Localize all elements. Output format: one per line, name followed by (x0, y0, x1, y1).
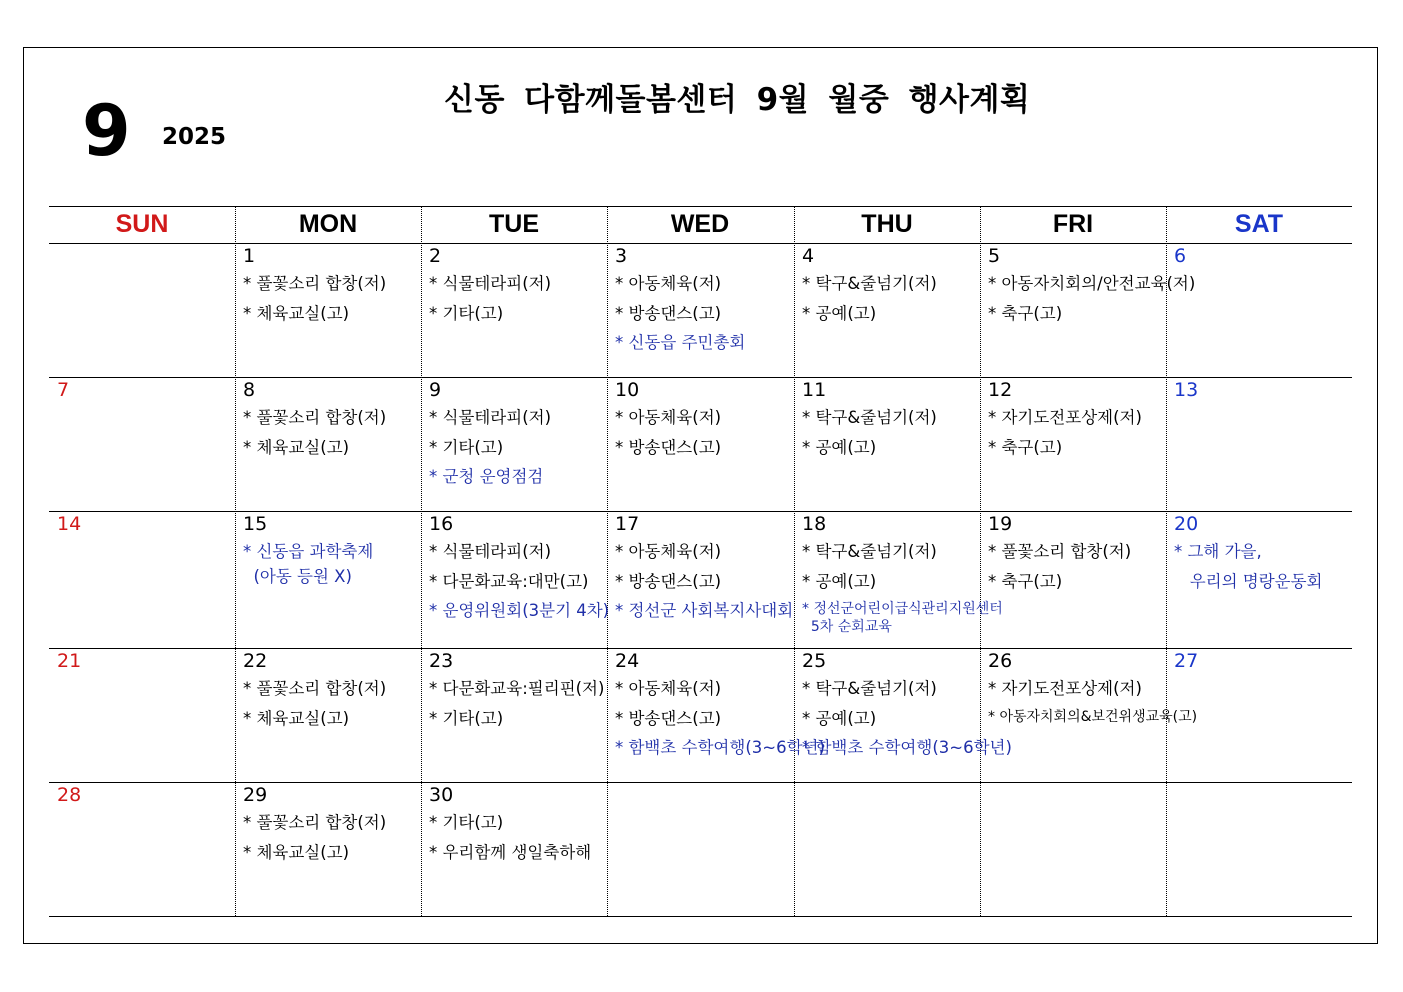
calendar-day-cell (49, 783, 235, 916)
weekday-header-sun: SUN (115, 210, 169, 238)
calendar-day-cell (421, 244, 607, 377)
day-number: 5 (988, 245, 1001, 267)
event-item: * 다문화교육:대만(고) (429, 571, 589, 591)
event-item: * 방송댄스(고) (615, 303, 722, 323)
day-number: 30 (429, 784, 454, 806)
event-item: * 자기도전포상제(저) (988, 679, 1142, 698)
day-number: 16 (429, 513, 454, 535)
day-number: 10 (615, 379, 640, 401)
event-item: * 축구(고) (988, 303, 1063, 323)
day-number: 14 (57, 513, 82, 535)
calendar-day-cell (1166, 783, 1352, 916)
calendar-day-cell (235, 783, 421, 916)
calendar-day-cell (794, 378, 980, 511)
special-event-item: 우리의 명랑운동회 (1174, 571, 1323, 591)
event-item: * 기타(고) (429, 708, 504, 728)
event-item: * 체육교실(고) (243, 842, 350, 862)
calendar-day-cell (980, 783, 1166, 916)
event-item: * 방송댄스(고) (615, 708, 722, 728)
day-number: 20 (1174, 513, 1199, 535)
event-item: * 공예(고) (802, 437, 877, 457)
event-item: * 식물테라피(저) (429, 274, 552, 293)
event-item: * 아동자치회의/안전교육(저) (988, 274, 1196, 293)
day-number: 27 (1174, 650, 1199, 672)
event-item: * 풀꽃소리 합창(저) (243, 679, 387, 698)
event-item: * 우리함께 생일축하해 (429, 842, 592, 862)
grid-row-line (49, 916, 1352, 917)
monthly-calendar (49, 206, 1352, 916)
day-number: 22 (243, 650, 268, 672)
calendar-day-cell (235, 244, 421, 377)
special-event-item: (아동 등원 X) (243, 566, 352, 586)
day-number: 2 (429, 245, 442, 267)
event-item: * 다문화교육:필리핀(저) (429, 679, 605, 698)
calendar-day-cell (235, 649, 421, 782)
event-item: * 기타(고) (429, 437, 504, 457)
calendar-day-cell (1166, 244, 1352, 377)
calendar-day-cell (421, 512, 610, 648)
calendar-day-cell (421, 649, 607, 782)
event-item: * 방송댄스(고) (615, 437, 722, 457)
calendar-day-cell (607, 783, 793, 916)
day-number: 8 (243, 379, 256, 401)
event-item: * 아동체육(저) (615, 408, 722, 427)
event-item: * 공예(고) (802, 303, 877, 323)
event-item: * 아동체육(저) (615, 274, 722, 293)
special-event-item: * 정선군 사회복지사대회 (615, 601, 794, 620)
day-number: 1 (243, 245, 256, 267)
calendar-day-cell (49, 378, 235, 511)
day-number: 21 (57, 650, 82, 672)
event-item: * 아동체육(저) (615, 679, 722, 698)
month-number: 9 (82, 90, 131, 172)
event-item: * 아동자치회의&보건위생교육(고) (988, 708, 1198, 725)
day-number: 15 (243, 513, 268, 535)
day-number: 7 (57, 379, 70, 401)
day-number: 25 (802, 650, 827, 672)
event-item: * 식물테라피(저) (429, 408, 552, 427)
weekday-header-tue: TUE (489, 210, 539, 238)
special-event-item: * 함백초 수학여행(3~6학년) (615, 738, 825, 757)
calendar-day-cell (421, 378, 607, 511)
event-item: * 탁구&줄넘기(저) (802, 679, 937, 698)
weekday-header-fri: FRI (1052, 210, 1094, 238)
calendar-day-cell (235, 512, 421, 648)
event-item: * 축구(고) (988, 571, 1063, 591)
event-item: * 자기도전포상제(저) (988, 408, 1142, 427)
event-item: * 아동체육(저) (615, 542, 722, 561)
calendar-day-cell (607, 244, 793, 377)
event-item: * 탁구&줄넘기(저) (802, 408, 937, 427)
special-event-item: * 운영위원회(3분기 4차) (429, 601, 610, 620)
weekday-header-mon: MON (298, 210, 358, 238)
calendar-day-cell (421, 783, 607, 916)
calendar-day-cell (1166, 512, 1352, 648)
event-item: * 풀꽃소리 합창(저) (988, 542, 1132, 561)
calendar-day-cell (49, 512, 235, 648)
day-number: 17 (615, 513, 640, 535)
event-item: * 풀꽃소리 합창(저) (243, 274, 387, 293)
event-item: * 체육교실(고) (243, 303, 350, 323)
day-number: 3 (615, 245, 628, 267)
calendar-day-cell (794, 783, 980, 916)
year-label: 2025 (162, 124, 227, 150)
calendar-day-cell (980, 378, 1166, 511)
event-item: * 풀꽃소리 합창(저) (243, 813, 387, 832)
calendar-day-cell (607, 378, 793, 511)
calendar-day-cell (980, 512, 1166, 648)
day-number: 18 (802, 513, 827, 535)
day-number: 11 (802, 379, 827, 401)
event-item: * 기타(고) (429, 303, 504, 323)
weekday-header-wed: WED (670, 210, 730, 238)
calendar-day-cell (1166, 649, 1352, 782)
special-event-item: * 신동읍 과학축제 (243, 542, 374, 561)
day-number: 23 (429, 650, 454, 672)
special-event-item: 5차 순회교육 (802, 619, 892, 635)
special-event-item: * 신동읍 주민총회 (615, 333, 746, 352)
calendar-day-cell (607, 512, 793, 648)
day-number: 12 (988, 379, 1013, 401)
event-item: * 기타(고) (429, 813, 504, 832)
event-item: * 식물테라피(저) (429, 542, 552, 561)
day-number: 6 (1174, 245, 1187, 267)
day-number: 19 (988, 513, 1013, 535)
event-item: * 체육교실(고) (243, 708, 350, 728)
event-item: * 탁구&줄넘기(저) (802, 542, 937, 561)
day-number: 4 (802, 245, 815, 267)
weekday-header-sat: SAT (1234, 210, 1284, 238)
event-item: * 체육교실(고) (243, 437, 350, 457)
event-item: * 축구(고) (988, 437, 1063, 457)
day-number: 26 (988, 650, 1013, 672)
day-number: 28 (57, 784, 82, 806)
calendar-day-cell (1166, 378, 1352, 511)
special-event-item: * 함백초 수학여행(3~6학년) (802, 738, 1012, 757)
page-title: 신동 다함께돌봄센터 9월 월중 행사계획 (444, 82, 1031, 118)
day-number: 24 (615, 650, 640, 672)
special-event-item: * 정선군어린이급식관리지원센터 (802, 601, 1003, 617)
day-number: 13 (1174, 379, 1199, 401)
event-item: * 풀꽃소리 합창(저) (243, 408, 387, 427)
calendar-day-cell (49, 244, 235, 377)
special-event-item: * 그해 가을, (1174, 542, 1262, 561)
event-item: * 공예(고) (802, 708, 877, 728)
event-item: * 탁구&줄넘기(저) (802, 274, 937, 293)
event-item: * 방송댄스(고) (615, 571, 722, 591)
special-event-item: * 군청 운영점검 (429, 467, 544, 486)
calendar-day-cell (49, 649, 235, 782)
calendar-day-cell (235, 378, 421, 511)
calendar-day-cell (980, 244, 1196, 377)
day-number: 9 (429, 379, 442, 401)
calendar-day-cell (794, 244, 980, 377)
weekday-header-thu: THU (861, 210, 913, 238)
day-number: 29 (243, 784, 268, 806)
event-item: * 공예(고) (802, 571, 877, 591)
